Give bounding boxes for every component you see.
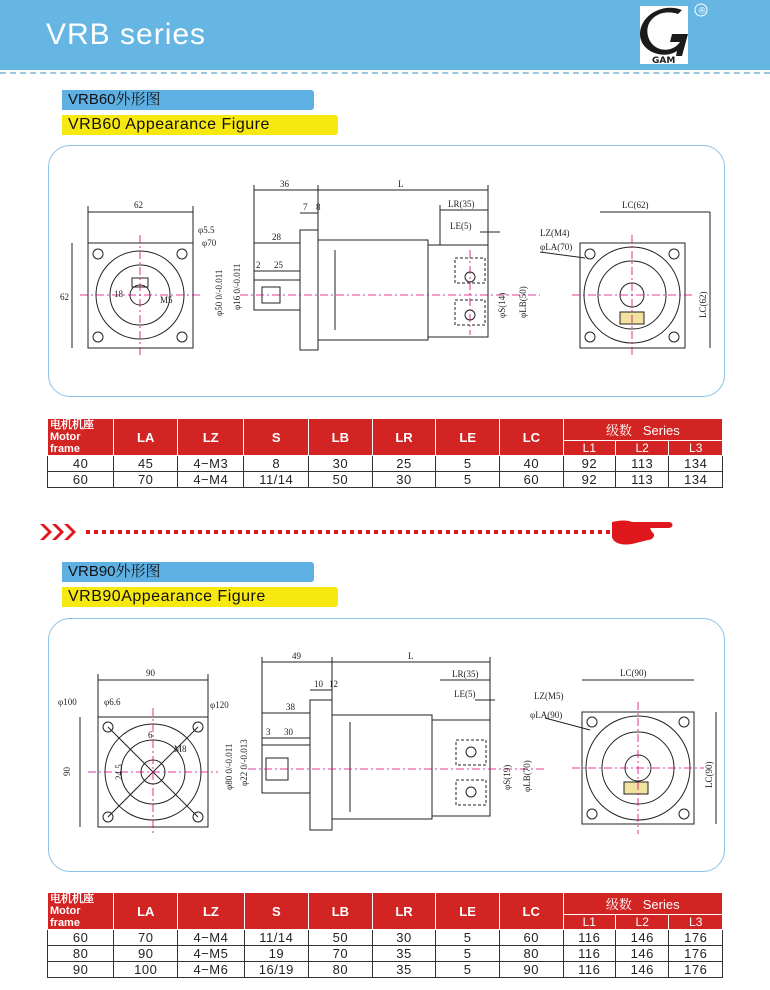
dim-lc-top: LC(90) bbox=[620, 668, 647, 678]
dim-frame-width: 62 bbox=[134, 200, 143, 210]
section2-title-en: VRB90Appearance Figure bbox=[62, 587, 338, 607]
dim-key: 24.5 bbox=[114, 764, 124, 780]
dim-lz: LZ(M4) bbox=[540, 228, 570, 238]
dim-frame-width: 90 bbox=[146, 668, 155, 678]
dim-la: φLA(70) bbox=[540, 242, 573, 252]
dim-key: 18 bbox=[114, 289, 123, 299]
dim-side: 62 bbox=[60, 292, 69, 302]
col-lr: LR bbox=[372, 893, 436, 930]
dim-pcd: φ70 bbox=[202, 238, 217, 248]
dim-lr: LR(35) bbox=[448, 199, 475, 209]
dim-8: 8 bbox=[316, 202, 321, 212]
table-row: 60 70 4−M4 11/14 50 30 5 60 116 146 176 bbox=[48, 930, 723, 946]
section2-title-cn: VRB90外形图 bbox=[62, 562, 314, 582]
dim-25: 25 bbox=[274, 260, 283, 270]
page-title: VRB series bbox=[46, 18, 207, 51]
dim-10: 10 bbox=[314, 679, 323, 689]
dim-lr: LR(35) bbox=[452, 669, 479, 679]
dim-lc-side: LC(62) bbox=[698, 291, 708, 318]
dim-36: 36 bbox=[280, 179, 289, 189]
dim-l: L bbox=[398, 179, 404, 189]
col-la: LA bbox=[114, 419, 178, 456]
section1-title-cn: VRB60外形图 bbox=[62, 90, 314, 110]
dim-shaft: φ16 0/-0.011 bbox=[232, 263, 242, 310]
logo-text: GAM bbox=[652, 56, 676, 66]
dim-le: LE(5) bbox=[450, 221, 472, 231]
dim-side: 90 bbox=[62, 767, 72, 776]
col-l1: L1 bbox=[563, 915, 615, 930]
dim-s: φS(14) bbox=[497, 292, 507, 318]
col-l3: L3 bbox=[669, 441, 723, 456]
registered-mark: ® bbox=[697, 6, 707, 17]
dim-lb: φLB(50) bbox=[518, 286, 528, 318]
dim-2: 2 bbox=[256, 260, 261, 270]
motor-frame-header: 电机机座 Motor frame bbox=[48, 419, 114, 456]
table-row: 40 45 4−M3 8 30 25 5 40 92 113 134 bbox=[48, 456, 723, 472]
dim-shaft: φ22 0/-0.013 bbox=[239, 739, 249, 786]
dim-s: φS(19) bbox=[502, 764, 512, 790]
col-le: LE bbox=[436, 893, 500, 930]
col-lz: LZ bbox=[178, 419, 244, 456]
dim-pilot: φ50 0/-0.011 bbox=[214, 269, 224, 316]
table-row: 60 70 4−M4 11/14 50 30 5 60 92 113 134 bbox=[48, 472, 723, 488]
col-l2: L2 bbox=[616, 915, 669, 930]
section1-title-en: VRB60 Appearance Figure bbox=[62, 115, 338, 135]
dim-le: LE(5) bbox=[454, 689, 476, 699]
dim-pcd100: φ100 bbox=[58, 697, 77, 707]
dim-pcd120: φ120 bbox=[210, 700, 229, 710]
dim-pilot: φ80 0/-0.011 bbox=[224, 743, 234, 790]
col-l3: L3 bbox=[669, 915, 723, 930]
col-la: LA bbox=[114, 893, 178, 930]
dim-lc-top: LC(62) bbox=[622, 200, 649, 210]
table-row: 80 90 4−M5 19 70 35 5 80 116 146 176 bbox=[48, 946, 723, 962]
dim-lz: LZ(M5) bbox=[534, 691, 564, 701]
col-lc: LC bbox=[500, 419, 564, 456]
col-lb: LB bbox=[308, 419, 372, 456]
dim-28: 28 bbox=[272, 232, 281, 242]
dim-38: 38 bbox=[286, 702, 295, 712]
col-l1: L1 bbox=[563, 441, 615, 456]
col-lc: LC bbox=[499, 893, 563, 930]
dim-lc-side: LC(90) bbox=[704, 761, 714, 788]
dim-la: φLA(90) bbox=[530, 710, 563, 720]
dim-49: 49 bbox=[292, 651, 301, 661]
col-s: S bbox=[244, 419, 309, 456]
col-l2: L2 bbox=[615, 441, 668, 456]
dim-hole: φ5.5 bbox=[198, 225, 215, 235]
dim-m: M5 bbox=[160, 295, 173, 305]
col-lb: LB bbox=[309, 893, 373, 930]
section2-spec-table bbox=[47, 892, 723, 978]
dim-7: 7 bbox=[303, 202, 308, 212]
dim-hole: φ6.6 bbox=[104, 697, 121, 707]
table-row: 90 100 4−M6 16/19 80 35 5 90 116 146 176 bbox=[48, 962, 723, 978]
dim-12: 12 bbox=[329, 679, 338, 689]
motor-frame-header: 电机机座 Motor frame bbox=[48, 893, 114, 930]
col-le: LE bbox=[436, 419, 500, 456]
dim-lb: φLB(70) bbox=[522, 760, 532, 792]
col-lr: LR bbox=[372, 419, 436, 456]
dim-m: M8 bbox=[174, 744, 187, 754]
series-header: 级数 Series bbox=[563, 893, 722, 915]
series-header: 级数 Series bbox=[563, 419, 722, 441]
dim-l: L bbox=[408, 651, 414, 661]
col-lz: LZ bbox=[178, 893, 244, 930]
col-s: S bbox=[244, 893, 309, 930]
dim-key-w: 6 bbox=[148, 730, 153, 740]
dim-3: 3 bbox=[266, 727, 271, 737]
dim-30: 30 bbox=[284, 727, 293, 737]
